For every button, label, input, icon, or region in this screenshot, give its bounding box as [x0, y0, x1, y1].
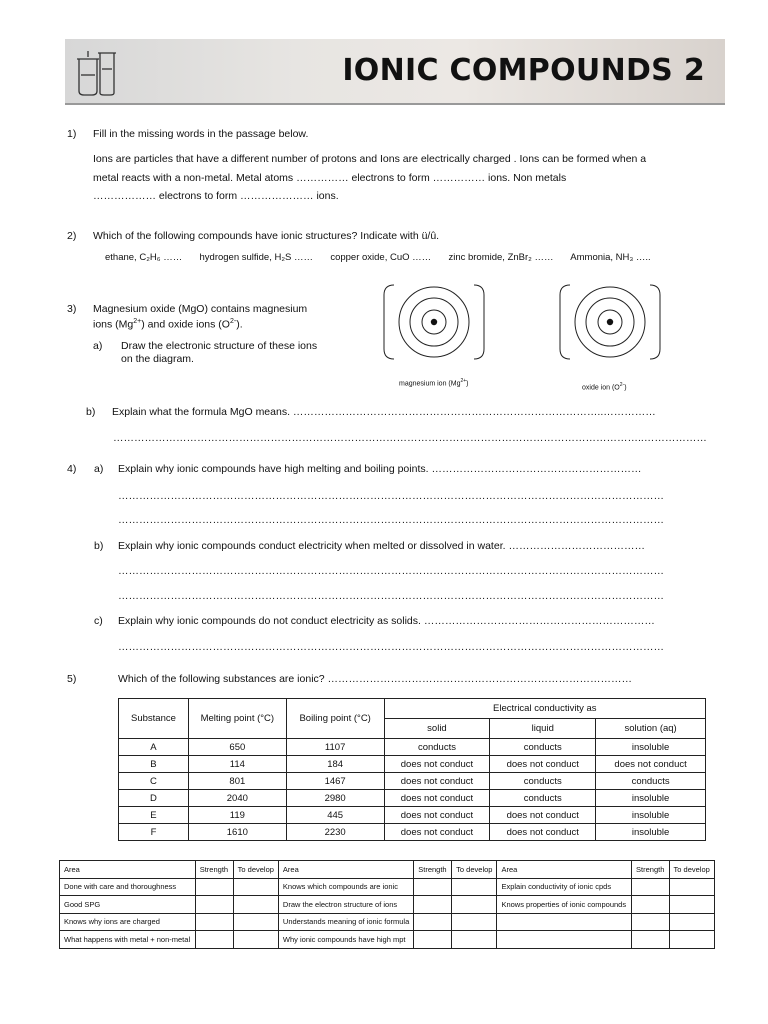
q1-passage-line1: Ions are particles that have a different number of protons and Ions are electrically charged . Ions can be formed when a — [93, 153, 647, 165]
assessment-grid — [59, 860, 715, 949]
area-label: Draw the electron structure of ions — [278, 896, 413, 914]
q2-prompt: Which of the following compounds have ionic structures? Indicate with ü/û. — [93, 230, 440, 242]
develop-checkbox[interactable] — [452, 896, 497, 914]
cell-melting: 119 — [188, 807, 286, 824]
page-title: IONIC COMPOUNDS 2 — [342, 53, 705, 88]
strength-checkbox[interactable] — [414, 913, 452, 931]
q2-compound-list — [105, 252, 651, 263]
header-solution: solution (aq) — [596, 719, 706, 739]
develop-checkbox[interactable] — [452, 913, 497, 931]
cell-liquid: conducts — [490, 790, 596, 807]
cell-liquid: conducts — [490, 739, 596, 756]
q4b-question: Explain why ionic compounds conduct electricity when melted or dissolved in water. ………………………………… — [118, 540, 645, 552]
q5-number: 5) — [67, 673, 77, 685]
cell-substance: C — [119, 773, 189, 790]
compound-ammonia: Ammonia, NH₃ ….. — [570, 252, 651, 263]
cell-solution: insoluble — [596, 790, 706, 807]
header-strength: Strength — [195, 861, 233, 879]
table-row — [119, 756, 706, 773]
q3b-answer-line[interactable]: ……………………………………………………………………………………………………………………………………..……………… — [113, 432, 707, 444]
cell-liquid: does not conduct — [490, 807, 596, 824]
q1-prompt: Fill in the missing words in the passage below. — [93, 128, 309, 140]
q4b-label: b) — [94, 540, 104, 552]
assessment-row — [60, 878, 715, 896]
compound-zinc-bromide: zinc bromide, ZnBr₂ …… — [448, 252, 554, 263]
strength-checkbox[interactable] — [195, 896, 233, 914]
cell-melting: 1610 — [188, 824, 286, 841]
strength-checkbox[interactable] — [414, 896, 452, 914]
oxide-bracket-right — [650, 285, 660, 359]
header-to-develop: To develop — [452, 861, 497, 879]
oxide-nucleus — [607, 319, 613, 325]
assessment-row — [60, 896, 715, 914]
table-row — [119, 739, 706, 756]
oxide-ion-diagram[interactable] — [556, 283, 664, 363]
header-strength: Strength — [414, 861, 452, 879]
area-label: Knows why ions are charged — [60, 913, 196, 931]
develop-checkbox[interactable] — [669, 913, 714, 931]
q4a-answer-line1[interactable]: ………………………………………………………………………………………………………………………………………… — [118, 490, 664, 502]
oxide-bracket-left — [560, 285, 570, 359]
q3a-line1: Draw the electronic structure of these ions — [121, 340, 318, 352]
cell-solid: conducts — [384, 739, 490, 756]
q3-number: 3) — [67, 303, 77, 315]
header-boiling-point: Boiling point (°C) — [286, 699, 384, 739]
header-solid: solid — [384, 719, 490, 739]
cell-liquid: conducts — [490, 773, 596, 790]
cell-solution: does not conduct — [596, 756, 706, 773]
develop-checkbox[interactable] — [233, 913, 278, 931]
mg-bracket-right — [474, 285, 484, 359]
area-label: Done with care and thoroughness — [60, 878, 196, 896]
table-row — [119, 790, 706, 807]
q3a-line2: on the diagram. — [121, 353, 194, 365]
q3b-label: b) — [86, 406, 96, 418]
mg-nucleus — [431, 319, 437, 325]
strength-checkbox[interactable] — [195, 878, 233, 896]
oxide-ion-label: oxide ion $(O^{2-})$ — [582, 382, 627, 392]
compound-hydrogen-sulfide: hydrogen sulfide, H₂S …… — [199, 252, 314, 263]
q4a-answer-line2[interactable]: ………………………………………………………………………………………………………………………………………… — [118, 514, 664, 526]
q3-intro-line2: ions $(Mg^{2+})$ and oxide ions $(O^{2-})$. — [93, 318, 243, 331]
header-area: Area — [497, 861, 632, 879]
q1-passage-line3: ……………… electrons to form ………………… ions. — [93, 190, 339, 202]
q3-intro-line1: Magnesium oxide (MgO) contains magnesium — [93, 303, 308, 315]
cell-solid: does not conduct — [384, 807, 490, 824]
header-strength: Strength — [632, 861, 669, 879]
header-melting-point: Melting point (°C) — [188, 699, 286, 739]
develop-checkbox[interactable] — [452, 878, 497, 896]
compound-ethane: ethane, C₂H₆ …… — [105, 252, 183, 263]
strength-checkbox[interactable] — [414, 931, 452, 949]
header-area: Area — [60, 861, 196, 879]
cell-solid: does not conduct — [384, 824, 490, 841]
develop-checkbox[interactable] — [452, 931, 497, 949]
compound-copper-oxide: copper oxide, CuO …… — [330, 252, 432, 263]
develop-checkbox[interactable] — [233, 878, 278, 896]
cell-solution: insoluble — [596, 824, 706, 841]
develop-checkbox[interactable] — [233, 896, 278, 914]
header-conductivity: Electrical conductivity as — [384, 699, 705, 719]
area-label: Why ionic compounds have high mpt — [278, 931, 413, 949]
q4c-answer-line[interactable]: ………………………………………………………………………………………………………………………………………… — [118, 641, 664, 653]
cell-boiling: 1107 — [286, 739, 384, 756]
assessment-row — [60, 913, 715, 931]
magnesium-ion-label: magnesium ion $(Mg^{2+})$ — [399, 378, 469, 388]
strength-checkbox[interactable] — [632, 931, 669, 949]
cell-boiling: 184 — [286, 756, 384, 773]
cell-boiling: 2980 — [286, 790, 384, 807]
q2-number: 2) — [67, 230, 77, 242]
cell-substance: B — [119, 756, 189, 773]
cell-solid: does not conduct — [384, 773, 490, 790]
mg-bracket-left — [384, 285, 394, 359]
cell-substance: F — [119, 824, 189, 841]
table-row — [119, 824, 706, 841]
cell-solution: insoluble — [596, 739, 706, 756]
cell-liquid: does not conduct — [490, 756, 596, 773]
q5-prompt: Which of the following substances are ionic? …………………………………………………………………………… — [118, 673, 633, 685]
cell-melting: 650 — [188, 739, 286, 756]
cell-solution: insoluble — [596, 807, 706, 824]
header-to-develop: To develop — [669, 861, 714, 879]
q4b-answer-line1[interactable]: ………………………………………………………………………………………………………………………………………… — [118, 565, 664, 577]
assessment-row — [60, 931, 715, 949]
area-label — [497, 913, 632, 931]
area-label: Good SPG — [60, 896, 196, 914]
q1-passage-line2: metal reacts with a non-metal. Metal atoms …………… electrons to form …………… ions. Non metals — [93, 172, 567, 184]
develop-checkbox[interactable] — [669, 931, 714, 949]
strength-checkbox[interactable] — [632, 878, 669, 896]
cell-solid: does not conduct — [384, 790, 490, 807]
develop-checkbox[interactable] — [669, 878, 714, 896]
cell-substance: A — [119, 739, 189, 756]
strength-checkbox[interactable] — [632, 896, 669, 914]
q3a-label: a) — [93, 340, 103, 352]
cell-substance: D — [119, 790, 189, 807]
cell-boiling: 1467 — [286, 773, 384, 790]
area-label: Explain conductivity of ionic cpds — [497, 878, 632, 896]
area-label: What happens with metal + non-metal — [60, 931, 196, 949]
cell-solution: conducts — [596, 773, 706, 790]
header-area: Area — [278, 861, 413, 879]
header-liquid: liquid — [490, 719, 596, 739]
q4b-answer-line2[interactable]: ………………………………………………………………………………………………………………………………………… — [118, 590, 664, 602]
area-label: Knows which compounds are ionic — [278, 878, 413, 896]
area-label — [497, 931, 632, 949]
cell-melting: 2040 — [188, 790, 286, 807]
cell-melting: 114 — [188, 756, 286, 773]
area-label: Understands meaning of ionic formula — [278, 913, 413, 931]
area-label: Knows properties of ionic compounds — [497, 896, 632, 914]
cell-boiling: 2230 — [286, 824, 384, 841]
substance-data-table — [118, 698, 706, 841]
cell-substance: E — [119, 807, 189, 824]
strength-checkbox[interactable] — [195, 931, 233, 949]
header-substance: Substance — [119, 699, 189, 739]
header-to-develop: To develop — [233, 861, 278, 879]
strength-checkbox[interactable] — [195, 913, 233, 931]
q1-number: 1) — [67, 128, 77, 140]
q4c-label: c) — [94, 615, 103, 627]
strength-checkbox[interactable] — [632, 913, 669, 931]
q4c-question: Explain why ionic compounds do not conduct electricity as solids. ………………………………………………………… — [118, 615, 655, 627]
title-banner — [65, 39, 725, 105]
cell-melting: 801 — [188, 773, 286, 790]
table-row — [119, 773, 706, 790]
q4a-label: a) — [94, 463, 104, 475]
q3b-question: Explain what the formula MgO means. ……………………………………………………………………………..…………… — [112, 406, 656, 418]
lab-glassware-icon — [73, 45, 119, 97]
cell-solid: does not conduct — [384, 756, 490, 773]
q4-number: 4) — [67, 463, 77, 475]
q4a-question: Explain why ionic compounds have high melting and boiling points. …………………………………………………… — [118, 463, 642, 475]
cell-boiling: 445 — [286, 807, 384, 824]
cell-liquid: does not conduct — [490, 824, 596, 841]
develop-checkbox[interactable] — [669, 896, 714, 914]
magnesium-ion-diagram[interactable] — [380, 283, 488, 363]
develop-checkbox[interactable] — [233, 931, 278, 949]
strength-checkbox[interactable] — [414, 878, 452, 896]
table-row — [119, 807, 706, 824]
